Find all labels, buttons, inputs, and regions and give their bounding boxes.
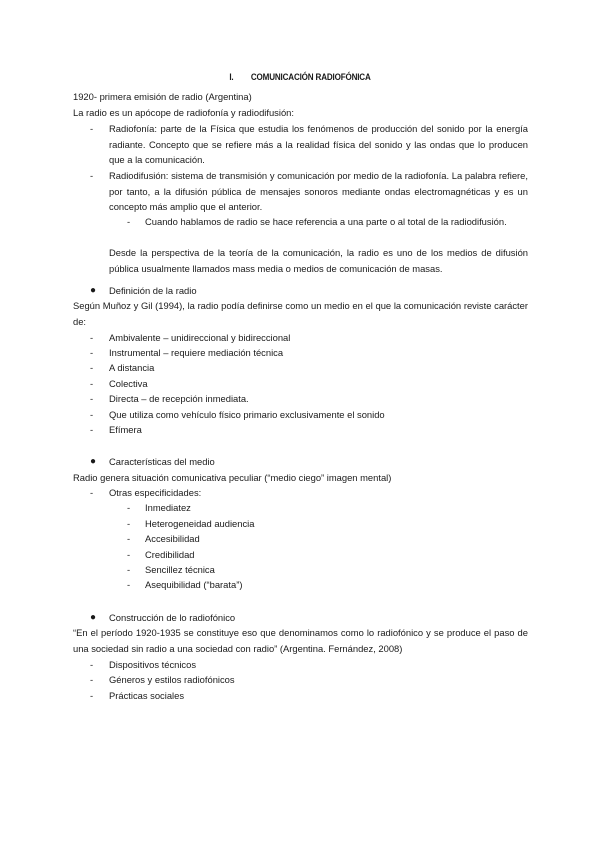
heading-construccion: Construcción de lo radiofónico: [109, 612, 236, 623]
list-dash: -: [90, 393, 94, 404]
list-item: Accesibilidad: [145, 533, 200, 544]
list-item: Asequibilidad (“barata”): [145, 579, 243, 590]
list-item: Prácticas sociales: [109, 690, 185, 701]
definition-radiodifusion: Radiodifusión: sistema de transmisión y comunicación por medio de la radiofonía. La palabra refiere, por tanto, a la difusión pública de mensajes sonoros mediante ondas electromagnéticas y es un concepto más amplio que el anterior.: [109, 170, 528, 212]
list-item: Ambivalente – unidireccional y bidireccional: [109, 332, 291, 343]
list-item: Efímera: [109, 424, 142, 435]
otras-especificidades-label: Otras especificidades:: [109, 487, 202, 498]
list-dash: -: [90, 674, 94, 685]
list-item: A distancia: [109, 362, 155, 373]
list-dash: -: [90, 170, 94, 181]
list-dash: -: [90, 378, 94, 389]
list-dash: -: [90, 424, 94, 435]
list-dash: -: [127, 579, 131, 590]
intro-line-1: 1920- primera emisión de radio (Argentina): [73, 91, 252, 102]
list-item: Sencillez técnica: [145, 564, 215, 575]
list-dash: -: [127, 518, 131, 529]
list-item: Directa – de recepción inmediata.: [109, 393, 249, 404]
section-number: I.: [229, 72, 234, 83]
bullet-icon: ●: [90, 285, 97, 296]
section-title-text: COMUNICACIÓN RADIOFÓNICA: [250, 72, 371, 83]
list-dash: -: [90, 123, 94, 134]
list-dash: -: [90, 487, 94, 498]
heading-caracteristicas: Características del medio: [109, 456, 215, 467]
intro-line-2: La radio es un apócope de radiofonía y radiodifusión:: [73, 107, 294, 118]
definicion-intro: Según Muñoz y Gil (1994), la radio podía definirse como un medio en el que la comunicación reviste carácter de:: [73, 300, 528, 327]
list-dash: -: [127, 216, 131, 227]
list-dash: -: [90, 362, 94, 373]
caracteristicas-intro: Radio genera situación comunicativa peculiar (“medio ciego” imagen mental): [73, 472, 392, 483]
section-title: [45, 72, 555, 83]
list-item: Instrumental – requiere mediación técnica: [109, 347, 284, 358]
bullet-icon: ●: [90, 456, 97, 467]
list-item: Géneros y estilos radiofónicos: [109, 674, 235, 685]
list-dash: -: [90, 409, 94, 420]
list-dash: -: [90, 347, 94, 358]
heading-definicion: Definición de la radio: [109, 285, 197, 296]
bullet-icon: ●: [90, 612, 97, 623]
list-item: Heterogeneidad audiencia: [145, 518, 255, 529]
definition-radiofonia: Radiofonía: parte de la Física que estudia los fenómenos de producción del sonido por la energía radiante. Concepto que se refiere más a la realidad física del sonido y las ondas que lo producen que a la comunicación.: [109, 123, 528, 165]
list-dash: -: [127, 564, 131, 575]
list-dash: -: [127, 533, 131, 544]
list-dash: -: [127, 502, 131, 513]
construccion-quote: “En el período 1920-1935 se constituye eso que denominamos como lo radiofónico y se produce el paso de una sociedad sin radio a una sociedad con radio” (Argentina. Fernández, 2008): [73, 627, 528, 654]
list-item: Colectiva: [109, 378, 148, 389]
list-item: Inmediatez: [145, 502, 191, 513]
list-item: Dispositivos técnicos: [109, 659, 197, 670]
perspective-paragraph: Desde la perspectiva de la teoría de la comunicación, la radio es uno de los medios de difusión pública usualmente llamados mass media o medios de comunicación de masas.: [109, 247, 528, 274]
list-dash: -: [127, 549, 131, 560]
list-dash: -: [90, 690, 94, 701]
list-dash: -: [90, 332, 94, 343]
list-dash: -: [90, 659, 94, 670]
sub-definition: Cuando hablamos de radio se hace referencia a una parte o al total de la radiodifusión.: [145, 216, 507, 227]
list-item: Credibilidad: [145, 549, 195, 560]
list-item: Que utiliza como vehículo físico primario exclusivamente el sonido: [109, 409, 385, 420]
